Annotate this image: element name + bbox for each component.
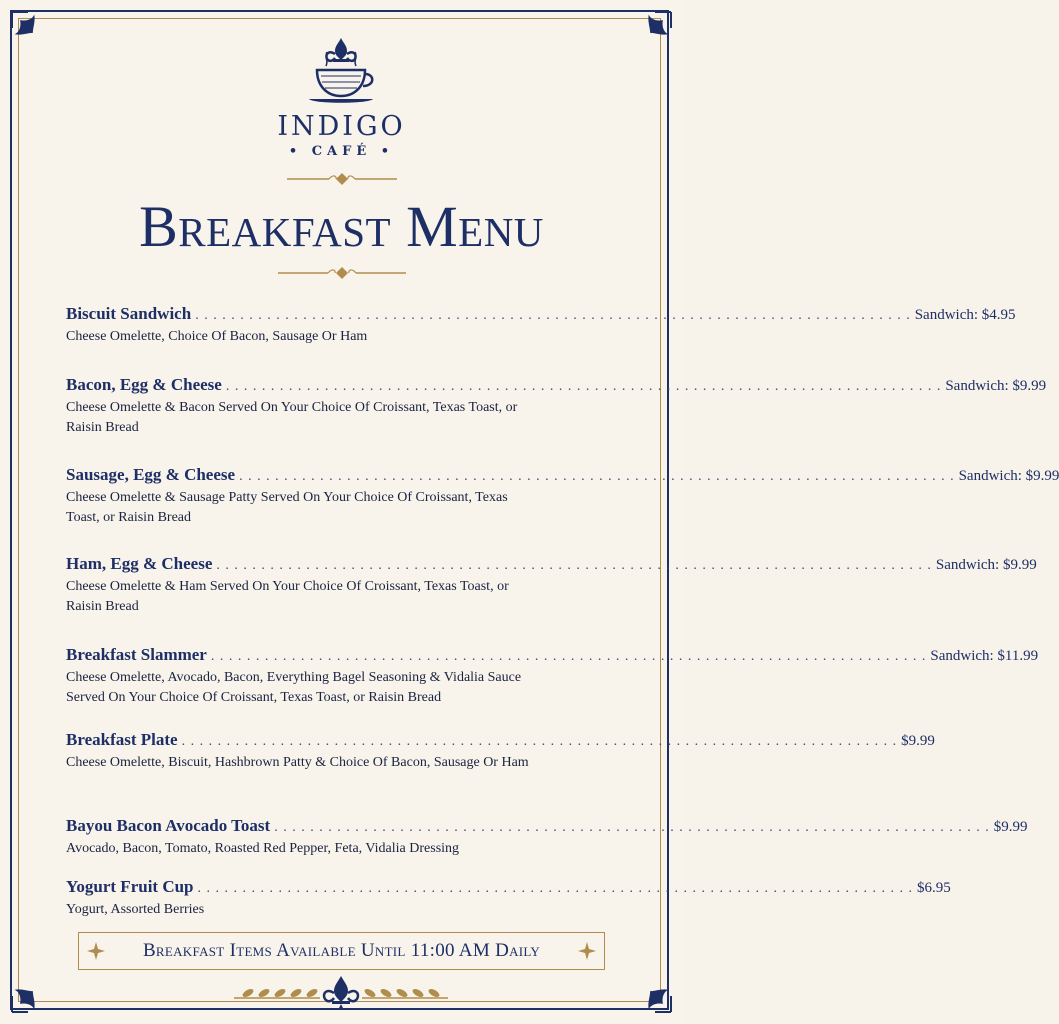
menu-item	[66, 728, 935, 773]
item-name: Yogurt Fruit Cup	[66, 877, 194, 896]
dot-leader: . . . . . . . . . . . . . . . . . . . . . . . . . . . . . . . . . . . . . . . . . . . . . . . . . . . . . . . . . . . . . . . . . . . . . . . . . . . . . . . .	[225, 379, 942, 394]
item-name: Bacon, Egg & Cheese	[66, 375, 222, 394]
fleur-ornament-icon	[577, 941, 597, 961]
flourish-divider-icon	[285, 172, 399, 186]
menu-item	[66, 463, 1059, 528]
item-description: Cheese Omelette, Avocado, Bacon, Everything Bagel Seasoning & Vidalia Sauce Served On Your Choice Of Croissant, Texas Toast, or Raisin Bread	[66, 670, 522, 705]
menu-item	[66, 814, 1028, 859]
item-price: Sandwich: $9.99	[958, 468, 1059, 484]
item-description: Cheese Omelette, Choice Of Bacon, Sausage Or Ham	[66, 329, 368, 344]
menu-item	[66, 875, 951, 920]
fleur-corner-icon	[8, 8, 52, 52]
item-description: Cheese Omelette & Ham Served On Your Choice Of Croissant, Texas Toast, or Raisin Bread	[66, 579, 509, 614]
item-price: $9.99	[901, 733, 935, 749]
fleur-corner-icon	[8, 972, 52, 1016]
menu-item	[66, 373, 1047, 438]
banner-text: Breakfast Items Available Until 11:00 AM Daily	[142, 940, 541, 961]
availability-banner	[78, 932, 605, 970]
menu-title: Breakfast Menu	[139, 194, 544, 259]
item-description: Yogurt, Assorted Berries	[66, 902, 205, 917]
menu-item	[66, 302, 1016, 347]
brand-subtitle: • CAFÉ •	[288, 144, 395, 159]
item-price: Sandwich: $9.99	[945, 378, 1047, 394]
fleur-corner-icon	[631, 8, 675, 52]
dot-leader: . . . . . . . . . . . . . . . . . . . . . . . . . . . . . . . . . . . . . . . . . . . . . . . . . . . . . . . . . . . . . . . . . . . . . . . . . . . . . . . .	[195, 308, 911, 323]
item-name: Breakfast Slammer	[66, 645, 207, 664]
item-price: $9.99	[993, 819, 1028, 835]
item-description: Cheese Omelette & Sausage Patty Served On Your Choice Of Croissant, Texas Toast, or Raisin Bread	[66, 490, 508, 525]
menu-item	[66, 643, 1039, 708]
dot-leader: . . . . . . . . . . . . . . . . . . . . . . . . . . . . . . . . . . . . . . . . . . . . . . . . . . . . . . . . . . . . . . . . . . . . . . . . . . . . . . . .	[197, 881, 914, 896]
item-price: Sandwich: $4.95	[914, 307, 1016, 323]
item-name: Sausage, Egg & Cheese	[66, 465, 236, 484]
dot-leader: . . . . . . . . . . . . . . . . . . . . . . . . . . . . . . . . . . . . . . . . . . . . . . . . . . . . . . . . . . . . . . . . . . . . . . . . . . . . . . . .	[216, 558, 932, 573]
dot-leader: . . . . . . . . . . . . . . . . . . . . . . . . . . . . . . . . . . . . . . . . . . . . . . . . . . . . . . . . . . . . . . . . . . . . . . . . . . . . . . . .	[181, 734, 898, 749]
item-price: Sandwich: $9.99	[935, 557, 1037, 573]
brand-name: INDIGO	[277, 111, 406, 142]
item-price: Sandwich: $11.99	[930, 648, 1039, 664]
item-price: $6.95	[917, 880, 951, 896]
laurel-fleur-de-lis-icon	[228, 974, 454, 1012]
fleur-corner-icon	[631, 972, 675, 1016]
dot-leader: . . . . . . . . . . . . . . . . . . . . . . . . . . . . . . . . . . . . . . . . . . . . . . . . . . . . . . . . . . . . . . . . . . . . . . . . . . . . . . . .	[210, 649, 927, 664]
flourish-divider-icon	[276, 266, 408, 280]
item-description: Cheese Omelette & Bacon Served On Your Choice Of Croissant, Texas Toast, or Raisin Bread	[66, 400, 518, 435]
item-name: Bayou Bacon Avocado Toast	[66, 816, 271, 835]
coffee-cup-fleur-de-lis-icon	[291, 36, 391, 110]
item-name: Biscuit Sandwich	[66, 304, 192, 323]
item-description: Cheese Omelette, Biscuit, Hashbrown Patty & Choice Of Bacon, Sausage Or Ham	[66, 755, 529, 770]
item-name: Ham, Egg & Cheese	[66, 554, 213, 573]
dot-leader: . . . . . . . . . . . . . . . . . . . . . . . . . . . . . . . . . . . . . . . . . . . . . . . . . . . . . . . . . . . . . . . . . . . . . . . . . . . . . . . .	[274, 820, 990, 835]
dot-leader: . . . . . . . . . . . . . . . . . . . . . . . . . . . . . . . . . . . . . . . . . . . . . . . . . . . . . . . . . . . . . . . . . . . . . . . . . . . . . . . .	[239, 469, 955, 484]
menu-item	[66, 552, 1037, 617]
item-name: Breakfast Plate	[66, 730, 178, 749]
item-description: Avocado, Bacon, Tomato, Roasted Red Pepper, Feta, Vidalia Dressing	[66, 841, 460, 856]
